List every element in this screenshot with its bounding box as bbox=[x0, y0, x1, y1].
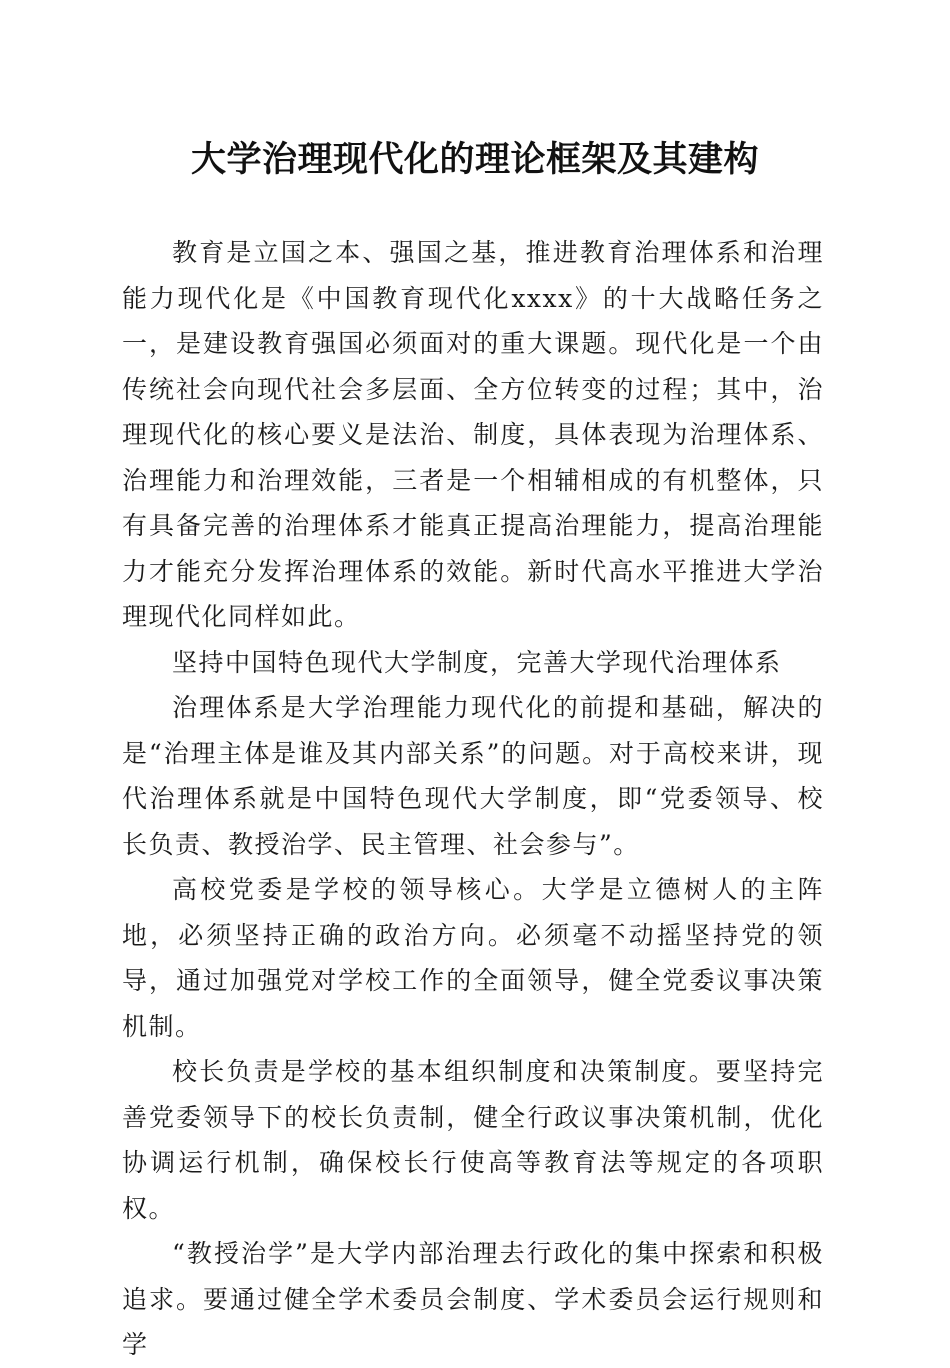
document-title: 大学治理现代化的理论框架及其建构 bbox=[190, 139, 759, 180]
paragraph-intro: 教育是立国之本、强国之基，推进教育治理体系和治理能力现代化是《中国教育现代化xxxx》的十大战略任务之一，是建设教育强国必须面对的重大课题。现代化是一个由传统社会向现代社会多层面、全方位转变的过程；其中，治理现代化的核心要义是法治、制度，具体表现为治理体系、治理能力和治理效能，三者是一个相辅相成的有机整体，只有具备完善的治理体系才能真正提高治理能力，提高治理能力才能充分发挥治理体系的效能。新时代高水平推进大学治理现代化同样如此。 bbox=[122, 238, 824, 631]
paragraph-professors-governance: “教授治学”是大学内部治理去行政化的集中探索和积极追求。要通过健全学术委员会制度、学术委员会运行规则和学 bbox=[122, 1239, 824, 1359]
paragraph-party-committee: 高校党委是学校的领导核心。大学是立德树人的主阵地，必须坚持正确的政治方向。必须毫不动摇坚持党的领导，通过加强党对学校工作的全面领导，健全党委议事决策机制。 bbox=[122, 875, 824, 1041]
paragraph-governance-system: 治理体系是大学治理能力现代化的前提和基础，解决的是“治理主体是谁及其内部关系”的问题。对于高校来讲，现代治理体系就是中国特色现代大学制度，即“党委领导、校长负责、教授治学、民主管理、社会参与”。 bbox=[122, 693, 824, 859]
paragraph-president-responsibility: 校长负责是学校的基本组织制度和决策制度。要坚持完善党委领导下的校长负责制，健全行政议事决策机制，优化协调运行机制，确保校长行使高等教育法等规定的各项职权。 bbox=[122, 1057, 824, 1223]
document-body bbox=[122, 230, 824, 1368]
section-heading: 坚持中国特色现代大学制度，完善大学现代治理体系 bbox=[172, 647, 782, 677]
